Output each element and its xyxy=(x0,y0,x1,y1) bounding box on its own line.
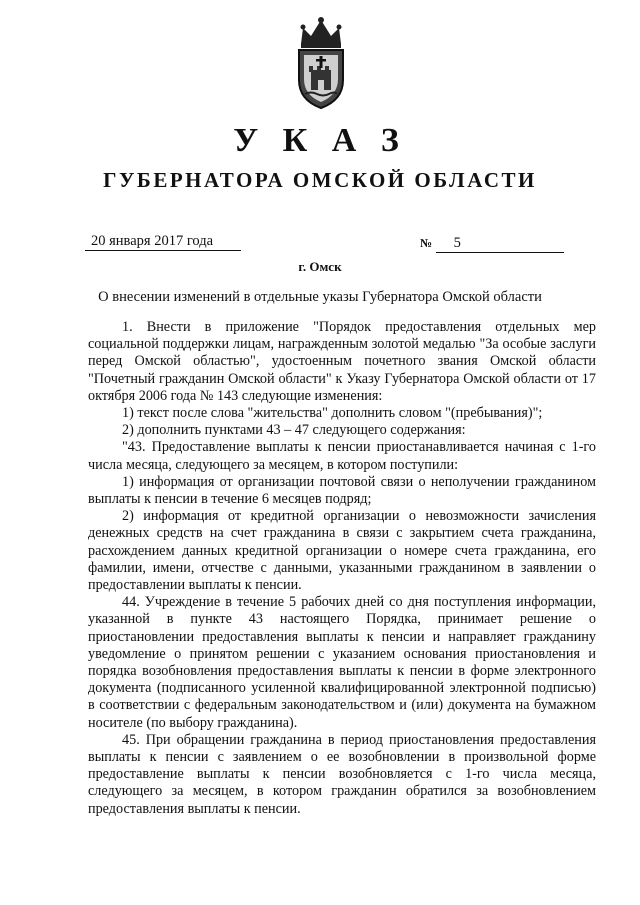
paragraph-44: 44. Учреждение в течение 5 рабочих дней со дня поступления информации, указанной в пункте 43 настоящего Порядка, принимает решение о приостановлении предоставления выплаты к пенсии и направляет гражданину уведомление о принятом решении с указанием основания приостановления и порядка возобновления предоставления выплаты к пенсии в форме электронного документа (подписанного усиленной квалифицированной электронной подписью) в соответствии с федеральным законодательством и (или) документа на бумажном носителе (по выбору гражданина). xyxy=(88,594,596,731)
coat-of-arms-icon xyxy=(287,14,355,112)
paragraph-45: 45. При обращении гражданина в период приостановления предоставления выплаты к пенсии с заявлением о ее возобновлении в произвольной форме предоставление выплаты к пенсии возобновляется с 1-го числа месяца, следующего за месяцем, в котором гражданин обратился за возобновлением предоставления выплаты к пенсии. xyxy=(88,731,596,817)
paragraph-43: "43. Предоставление выплаты к пенсии приостанавливается начиная с 1-го числа месяца, следующего за месяцем, в котором поступили: xyxy=(88,439,596,473)
paragraph-43-item-2: 2) информация от кредитной организации о невозможности зачисления денежных средств на счет гражданина в связи с закрытием счета гражданина, расхождением данных кредитной организации о номере счета гражданина, его фамилии, имени, отчестве с данными, указанными гражданином в заявлении о предоставлении выплаты к пенсии. xyxy=(88,508,596,594)
paragraph-43-item-1: 1) информация от организации почтовой связи о неполучении гражданином выплаты к пенсии в течение 6 месяцев подряд; xyxy=(88,473,596,508)
decree-title: У К А З xyxy=(233,122,407,159)
paragraph-item-1: 1) текст после слова "жительства" дополнить словом "(пребывания)"; xyxy=(122,405,543,422)
decree-number: 5 xyxy=(436,234,564,253)
paragraph-1: 1. Внести в приложение "Порядок предоставления отдельных мер социальной поддержки лицам, награжденным золотой медалью "За особые заслуги перед Омской областью", удостоенным почетного звания Омской области "Почетный гражданин Омской области" к Указу Губернатора Омской области от 17 октября 2006 года № 143 следующие изменения: xyxy=(88,319,596,404)
decree-number-field xyxy=(420,234,564,253)
document-body xyxy=(88,319,596,818)
document-title: О внесении изменений в отдельные указы Губернатора Омской области xyxy=(98,289,542,305)
number-label: № xyxy=(420,236,433,250)
city-label: г. Омск xyxy=(298,259,342,274)
decree-date: 20 января 2017 года xyxy=(85,232,241,251)
paragraph-item-2: 2) дополнить пунктами 43 – 47 следующего содержания: xyxy=(122,422,466,439)
decree-issuer: ГУБЕРНАТОРА ОМСКОЙ ОБЛАСТИ xyxy=(103,168,537,192)
